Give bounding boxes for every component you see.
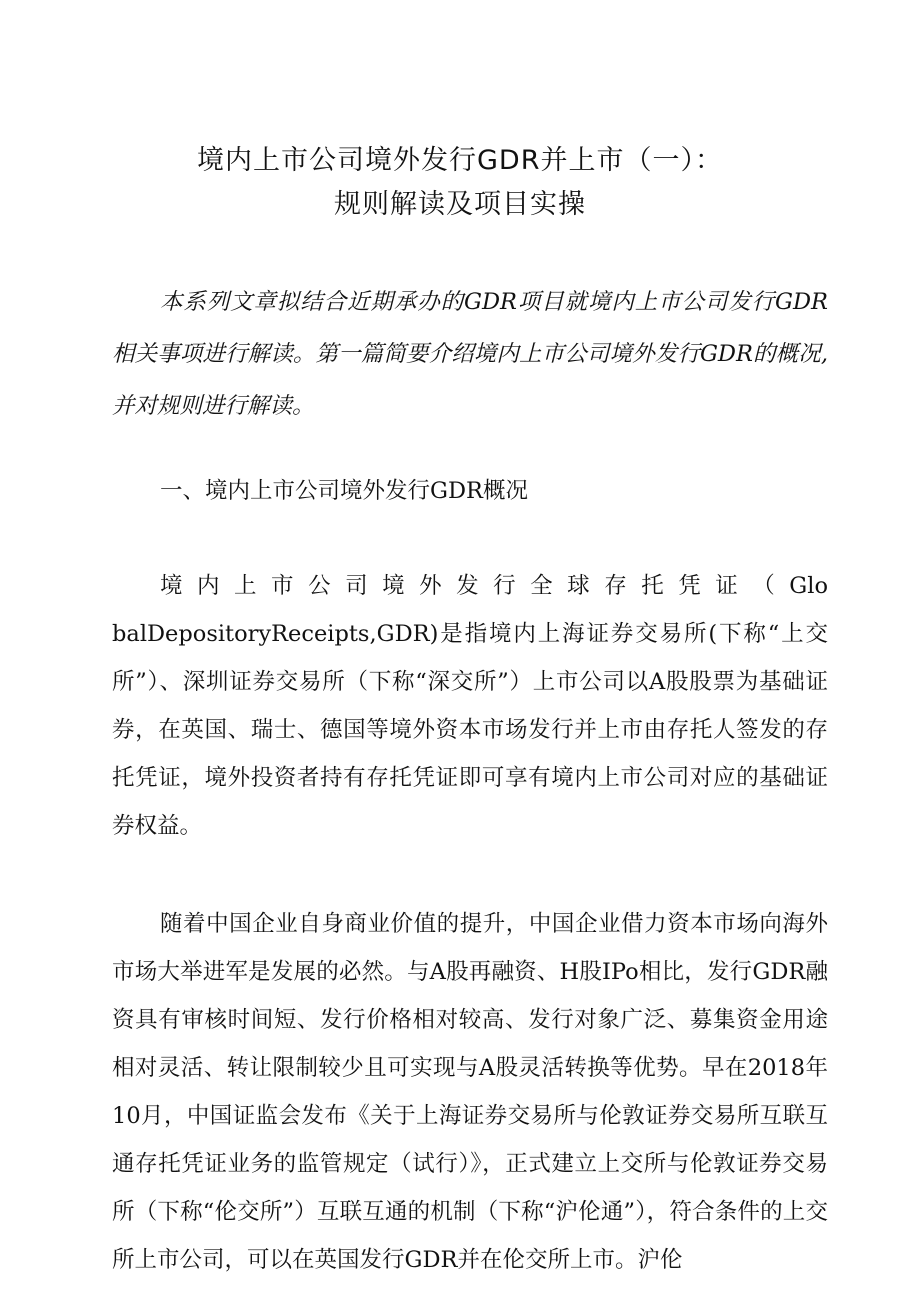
body-paragraph-1	[112, 562, 828, 850]
body-paragraph-1-lead: 境内上市公司境外发行全球存托凭证（	[160, 573, 790, 599]
intro-paragraph: 本系列文章拟结合近期承办的GDR项目就境内上市公司发行GDR相关事项进行解读。第一篇简要介绍境内上市公司境外发行GDR的概况,并对规则进行解读。	[112, 289, 828, 419]
document-title-line-2: 规则解读及项目实操	[334, 189, 586, 220]
section-heading: 一、境内上市公司境外发行GDR概况	[160, 478, 528, 504]
body-paragraph-2: 随着中国企业自身商业价值的提升，中国企业借力资本市场向海外市场大举进军是发展的必然。与A股再融资、H股IPo相比，发行GDR融资具有审核时间短、发行价格相对较高、发行对象广泛、募集资金用途相对灵活、转让限制较少且可实现与A股灵活转换等优势。早在2018年10月，中国证监会发布《关于上海证券交易所与伦敦证券交易所互联互通存托凭证业务的监管规定（试行）》，正式建立上交所与伦敦证券交易所（下称“伦交所”）互联互通的机制（下称“沪伦通”），符合条件的上交所上市公司，可以在英国发行GDR并在伦交所上市。沪伦	[112, 911, 828, 1273]
body-paragraph-1-rest: GlobalDepositoryReceipts,GDR)是指境内上海证券交易所(下称“上交所”）、深圳证券交易所（下称“深交所”）上市公司以A股股票为基础证券，在英国、瑞士、德国等境外资本市场发行并上市由存托人签发的存托凭证，境外投资者持有存托凭证即可享有境内上市公司对应的基础证券权益。	[112, 573, 828, 839]
document-title-line-1: 境内上市公司境外发行GDR并上市（一）：	[197, 145, 723, 176]
